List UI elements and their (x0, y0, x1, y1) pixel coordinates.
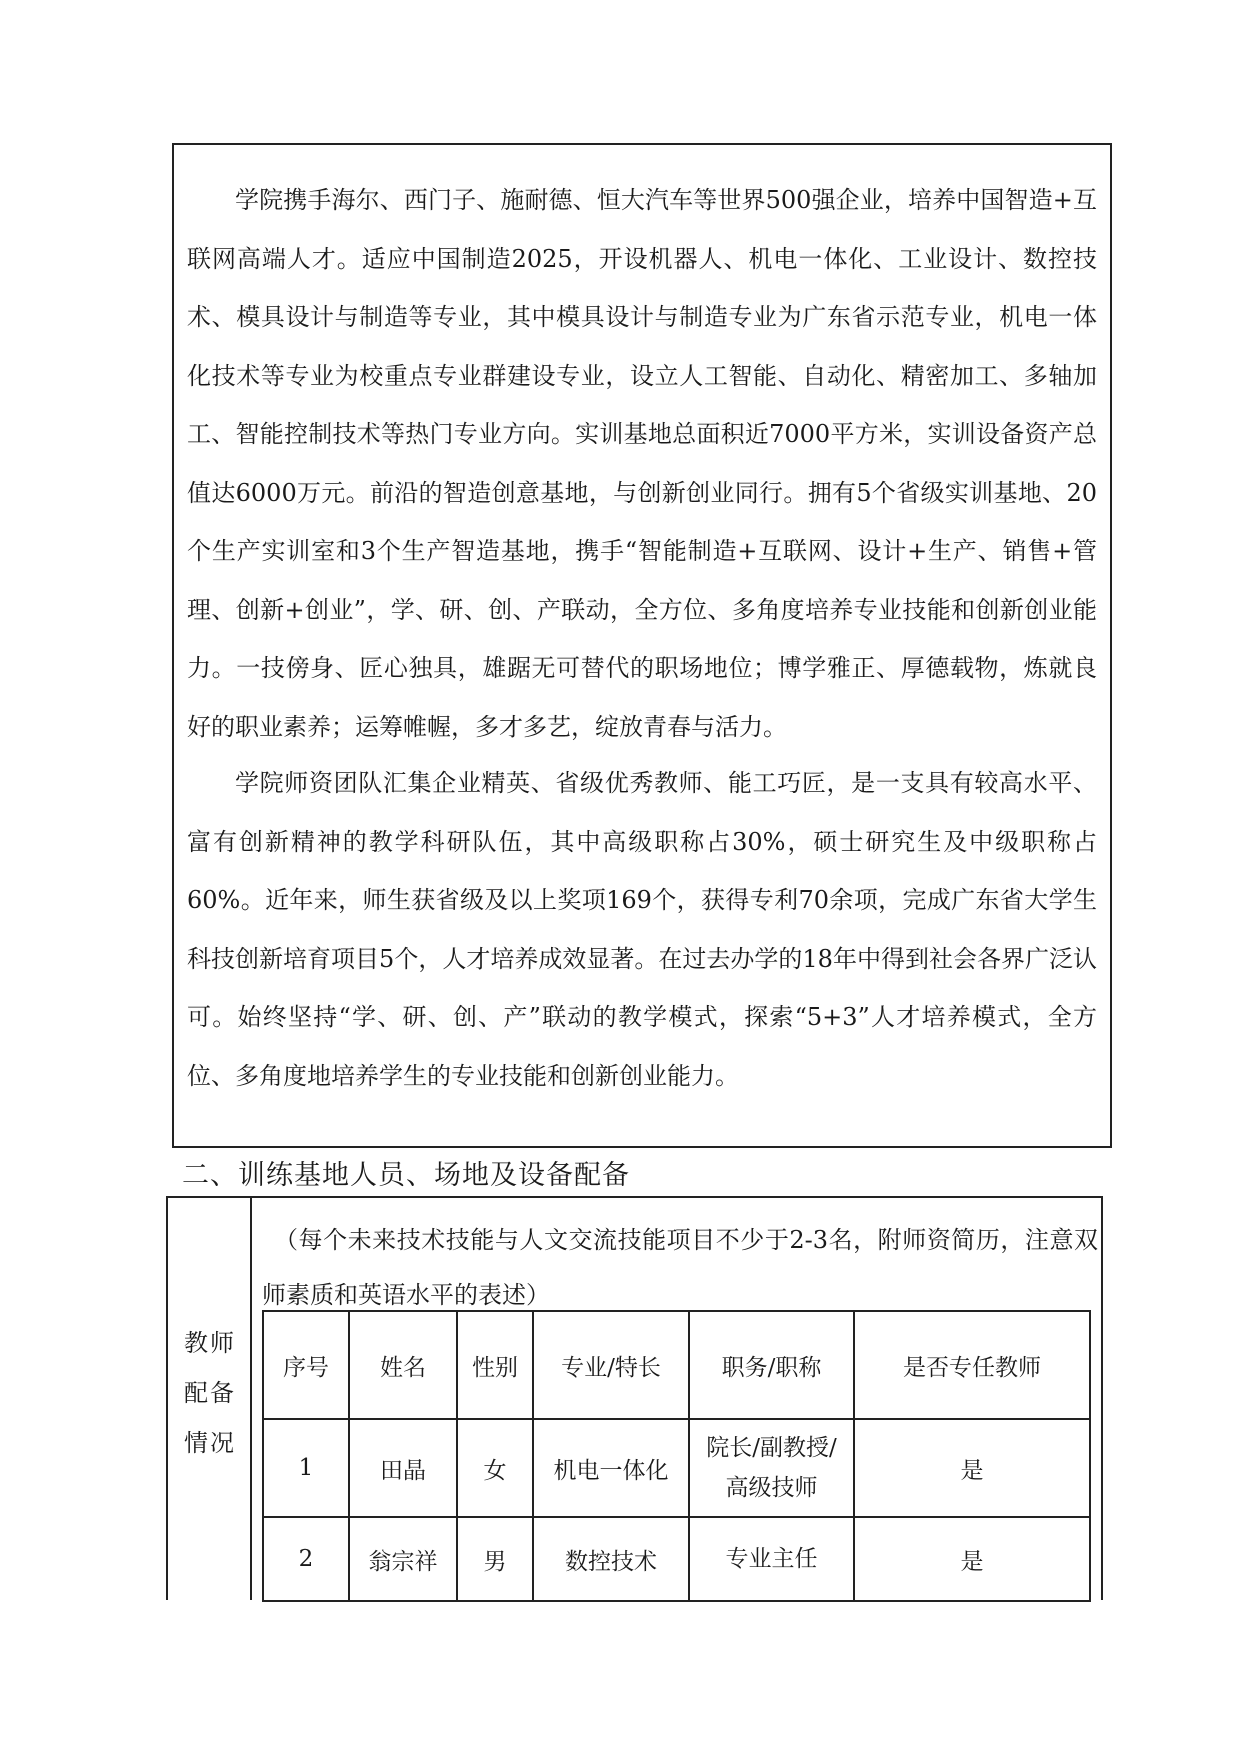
cell-specialty: 数控技术 (533, 1517, 689, 1601)
header-specialty: 专业/特长 (533, 1311, 689, 1419)
row-label-line: 配备 (184, 1379, 236, 1407)
cell-no: 1 (263, 1419, 349, 1517)
header-gender: 性别 (457, 1311, 533, 1419)
cell-specialty: 机电一体化 (533, 1419, 689, 1517)
staffing-note: （每个未来技术技能与人文交流技能项目不少于2-3名，附师资简历，注意双师素质和英语水平的表述） (262, 1226, 1098, 1309)
cell-gender: 女 (457, 1419, 533, 1517)
header-no: 序号 (263, 1311, 349, 1419)
cell-gender: 男 (457, 1517, 533, 1601)
column-divider (250, 1196, 252, 1600)
table-row (263, 1419, 1090, 1517)
row-label-line: 情况 (184, 1429, 236, 1457)
cell-position (689, 1419, 854, 1517)
table-header-row (263, 1311, 1090, 1419)
cell-position (689, 1517, 854, 1601)
section-title: 二、训练基地人员、场地及设备配备 (182, 1160, 630, 1191)
row-label (174, 1318, 246, 1468)
table-row (263, 1517, 1090, 1601)
cell-position-line: 院长/副教授/ (706, 1435, 837, 1461)
teacher-table (262, 1310, 1091, 1602)
row-label-line: 教师 (184, 1329, 236, 1357)
intro-paragraph-2: 学院师资团队汇集企业精英、省级优秀教师、能工巧匠，是一支具有较高水平、富有创新精神的教学科研队伍，其中高级职称占30%，硕士研究生及中级职称占60%。近年来，师生获省级及以上奖项169个，获得专利70余项，完成广东省大学生科技创新培育项目5个，人才培养成效显著。在过去办学的18年中得到社会各界广泛认可。始终坚持“学、研、创、产”联动的教学模式，探索“5+3”人才培养模式，全方位、多角度地培养学生的专业技能和创新创业能力。 (187, 769, 1097, 1090)
header-position: 职务/职称 (689, 1311, 854, 1419)
cell-fulltime: 是 (854, 1517, 1090, 1601)
header-name: 姓名 (349, 1311, 457, 1419)
intro-paragraph-1: 学院携手海尔、西门子、施耐德、恒大汽车等世界500强企业，培养中国智造+互联网高端人才。适应中国制造2025，开设机器人、机电一体化、工业设计、数控技术、模具设计与制造等专业，其中模具设计与制造专业为广东省示范专业，机电一体化技术等专业为校重点专业群建设专业，设立人工智能、自动化、精密加工、多轴加工、智能控制技术等热门专业方向。实训基地总面积近7000平方米，实训设备资产总值达6000万元。前沿的智造创意基地，与创新创业同行。拥有5个省级实训基地、20个生产实训室和3个生产智造基地，携手“智能制造+互联网、设计+生产、销售+管理、创新+创业”，学、研、创、产联动，全方位、多角度培养专业技能和创新创业能力。一技傍身、匠心独具，雄踞无可替代的职场地位；博学雅正、厚德载物，炼就良好的职业素养；运筹帷幄，多才多艺，绽放青春与活力。 (187, 186, 1097, 741)
cell-name: 田晶 (349, 1419, 457, 1517)
cell-name: 翁宗祥 (349, 1517, 457, 1601)
cell-position-line: 高级技师 (725, 1475, 818, 1501)
cell-fulltime: 是 (854, 1419, 1090, 1517)
cell-no: 2 (263, 1517, 349, 1601)
cell-position-line: 专业主任 (725, 1546, 818, 1572)
header-fulltime: 是否专任教师 (854, 1311, 1090, 1419)
